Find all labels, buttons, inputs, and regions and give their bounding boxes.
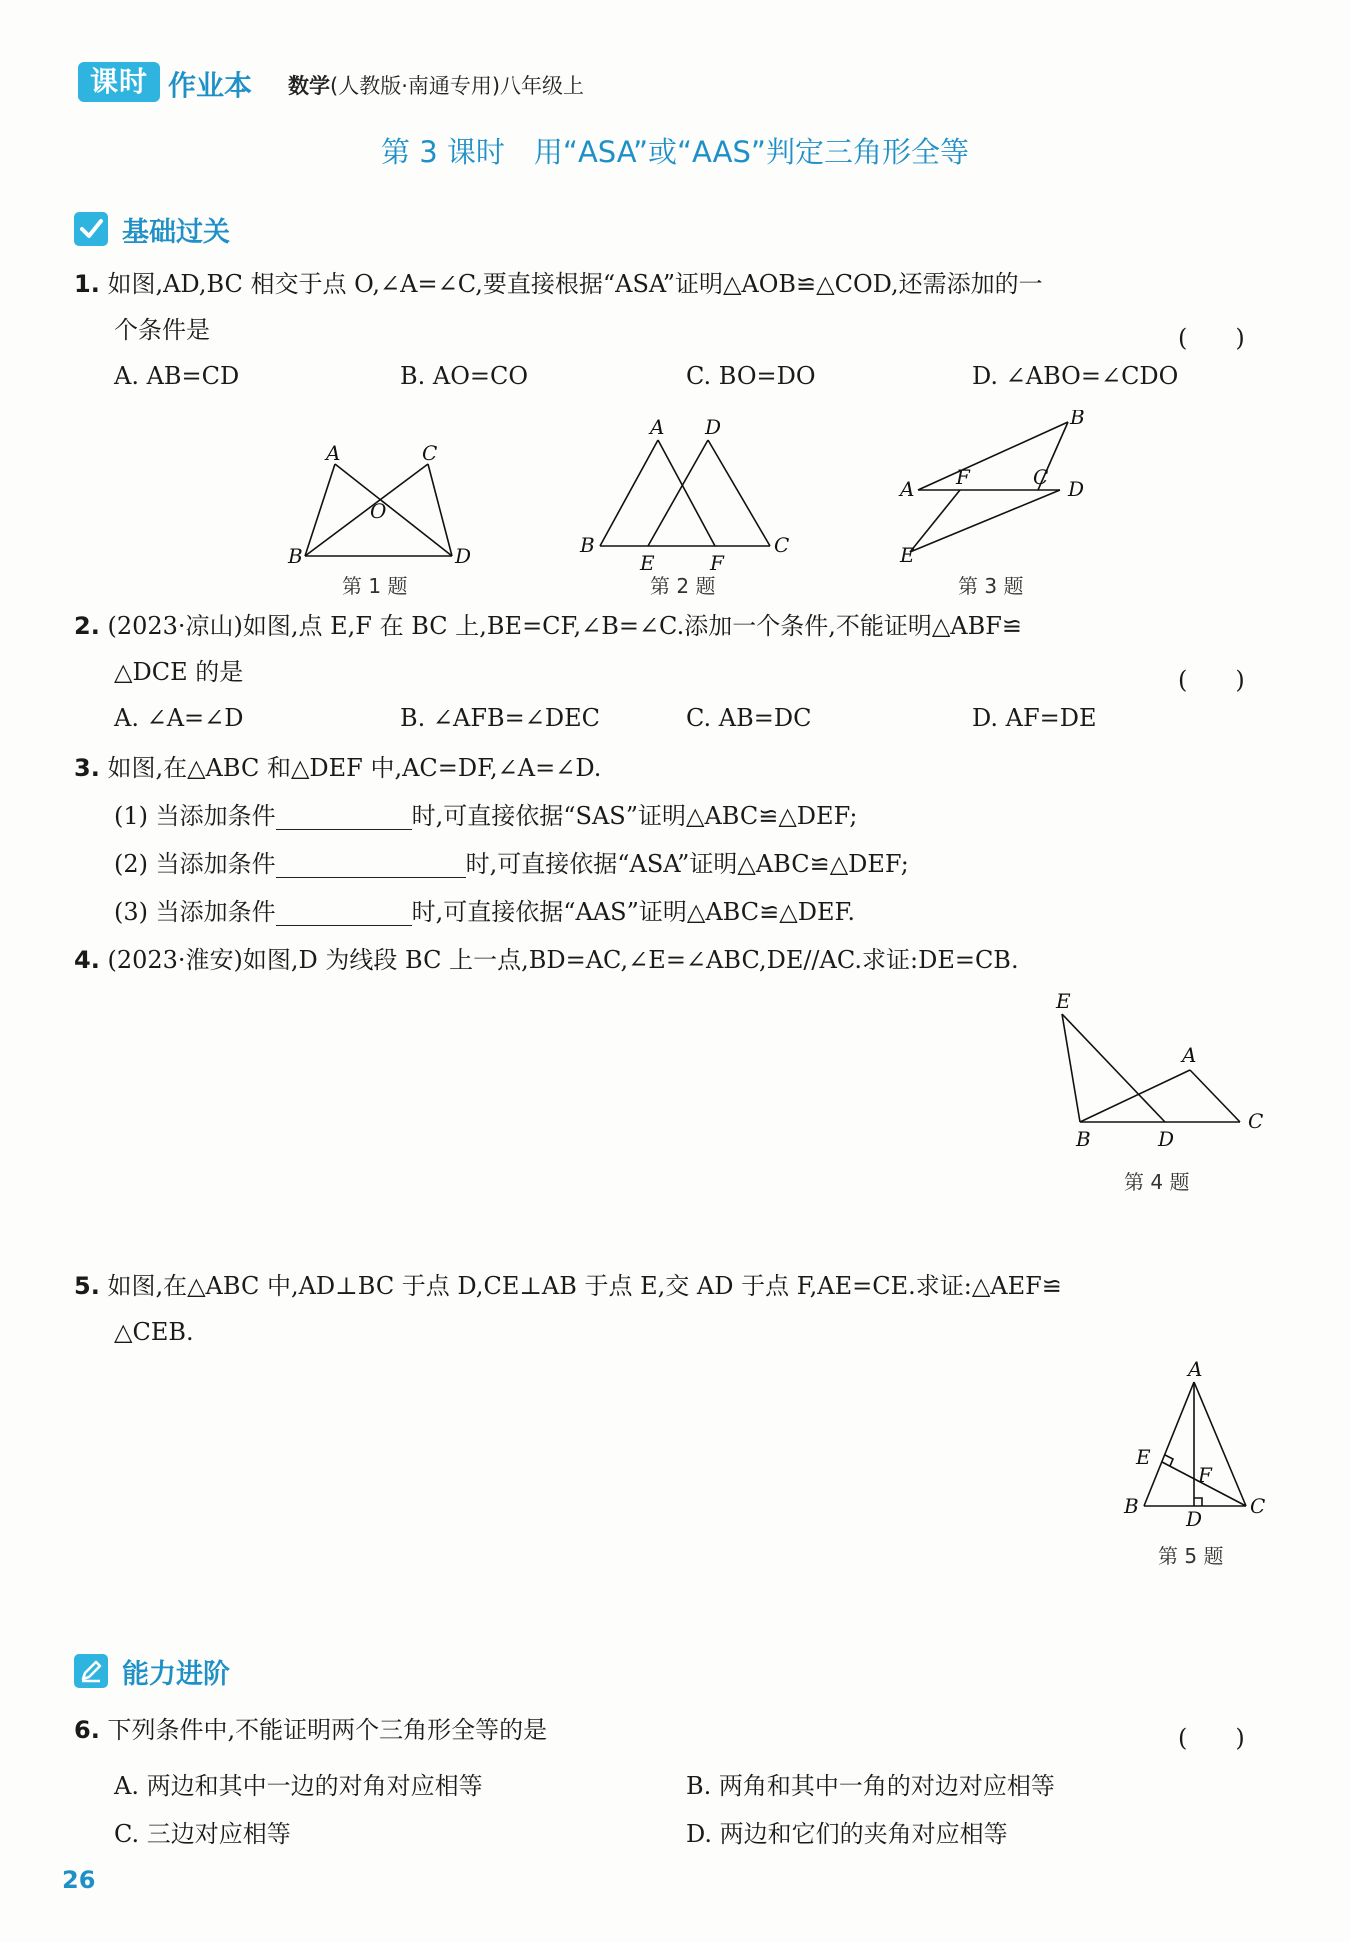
q4-num: 4. (74, 946, 100, 974)
fig1-caption: 第 1 题 (342, 574, 408, 598)
fig4-label-e: E (1056, 990, 1071, 1013)
q2-num: 2. (74, 612, 100, 640)
q3-num: 3. (74, 754, 100, 782)
fig5-label-c: C (1250, 1494, 1266, 1518)
section-advanced-label: 能力进阶 (122, 1659, 230, 1690)
q3-part3 (114, 896, 855, 928)
page-number: 26 (62, 1866, 96, 1894)
fig1-label-c: C (422, 441, 438, 465)
figure-4 (1040, 990, 1280, 1160)
fig4-label-b: B (1076, 1127, 1091, 1151)
q3-part3-post: 时,可直接依据“AAS”证明△ABC≌△DEF. (411, 898, 856, 926)
fig1-label-o: O (370, 499, 387, 523)
fig3-label-b: B (1070, 410, 1085, 429)
book-info (288, 70, 584, 100)
fig3-label-d: D (1068, 477, 1085, 501)
figure-5 (1110, 1360, 1280, 1530)
q2-text1: (2023·凉山)如图,点 E,F 在 BC 上,BE=CF,∠B=∠C.添加一个条件,不能证明△ABF≌ (107, 612, 1023, 640)
q4-line1 (74, 944, 1019, 976)
fig2-label-f: F (710, 551, 724, 575)
q3-part2-post: 时,可直接依据“ASA”证明△ABC≌△DEF; (465, 850, 909, 878)
q2-line2: △DCE 的是 (114, 658, 244, 686)
q3-part2 (114, 848, 909, 880)
q6-option-b: B. 两角和其中一角的对边对应相等 (686, 1772, 1055, 1800)
checkmark-icon (74, 212, 108, 246)
fig4-label-a: A (1182, 1043, 1197, 1067)
q3-part3-pre: (3) 当添加条件 (114, 898, 276, 926)
q3-part1 (114, 800, 857, 832)
q1-text1: 如图,AD,BC 相交于点 O,∠A=∠C,要直接根据“ASA”证明△AOB≌△COD,还需添加的一 (107, 270, 1043, 298)
fig4-label-c: C (1248, 1109, 1264, 1133)
q3-part1-pre: (1) 当添加条件 (114, 802, 276, 830)
lesson-title: 第 3 课时 用“ASA”或“AAS”判定三角形全等 (381, 135, 969, 169)
q6-line1 (74, 1714, 547, 1746)
q3-blank-2[interactable] (276, 851, 466, 878)
q2-option-d: D. AF=DE (972, 704, 1097, 732)
q1-line2: 个条件是 (114, 316, 210, 344)
fig3-label-c: C (1033, 465, 1049, 489)
fig3-label-a: A (900, 477, 915, 501)
q1-option-b: B. AO=CO (400, 362, 529, 390)
fig1-label-a: A (326, 441, 341, 465)
q5-line1 (74, 1270, 1062, 1302)
q1-option-d: D. ∠ABO=∠CDO (972, 362, 1179, 390)
fig5-label-e: E (1136, 1445, 1151, 1469)
q1-num: 1. (74, 270, 100, 298)
q6-answer-paren: ( ) (1178, 1724, 1245, 1752)
q5-line2: △CEB. (114, 1318, 194, 1346)
q1-answer-paren: ( ) (1178, 324, 1245, 352)
subject: 数学 (288, 74, 330, 98)
q6-option-c: C. 三边对应相等 (114, 1820, 291, 1848)
fig5-label-d: D (1186, 1507, 1203, 1530)
brand-logo: 课时 (78, 62, 160, 102)
fig3-label-f: F (956, 465, 970, 489)
fig2-label-e: E (640, 551, 655, 575)
q3-part1-post: 时,可直接依据“SAS”证明△ABC≌△DEF; (411, 802, 858, 830)
q5-text1: 如图,在△ABC 中,AD⊥BC 于点 D,CE⊥AB 于点 E,交 AD 于点 F,AE=CE.求证:△AEF≌ (107, 1272, 1062, 1300)
section-basic-label: 基础过关 (122, 217, 230, 248)
q1-option-c: C. BO=DO (686, 362, 816, 390)
q4-text1: (2023·淮安)如图,D 为线段 BC 上一点,BD=AC,∠E=∠ABC,DE//AC.求证:DE=CB. (107, 946, 1019, 974)
q1-option-a: A. AB=CD (114, 362, 240, 390)
q1-line1 (74, 268, 1043, 300)
q3-blank-1[interactable] (276, 803, 412, 830)
figure-2 (570, 410, 800, 580)
fig3-caption: 第 3 题 (958, 574, 1024, 598)
q5-num: 5. (74, 1272, 100, 1300)
q3-blank-3[interactable] (276, 899, 412, 926)
q3-line1 (74, 752, 601, 784)
fig2-label-b: B (580, 533, 595, 557)
figure-1 (280, 430, 480, 580)
fig4-caption: 第 4 题 (1124, 1170, 1190, 1194)
q3-text1: 如图,在△ABC 和△DEF 中,AC=DF,∠A=∠D. (107, 754, 602, 782)
q6-num: 6. (74, 1716, 100, 1744)
pencil-icon (74, 1654, 108, 1688)
fig2-caption: 第 2 题 (650, 574, 716, 598)
fig2-label-a: A (650, 415, 665, 439)
q3-part2-pre: (2) 当添加条件 (114, 850, 276, 878)
fig4-label-d: D (1158, 1127, 1175, 1151)
fig5-label-a: A (1188, 1360, 1203, 1381)
fig1-label-d: D (455, 544, 472, 568)
q2-option-c: C. AB=DC (686, 704, 812, 732)
fig5-caption: 第 5 题 (1158, 1544, 1224, 1568)
fig2-label-d: D (705, 415, 722, 439)
fig1-label-b: B (288, 544, 303, 568)
q6-option-d: D. 两边和它们的夹角对应相等 (686, 1820, 1008, 1848)
edition: (人教版·南通专用)八年级上 (330, 74, 585, 98)
figure-3 (890, 410, 1100, 580)
fig5-label-b: B (1124, 1494, 1139, 1518)
fig5-label-f: F (1198, 1463, 1212, 1487)
q2-answer-paren: ( ) (1178, 666, 1245, 694)
brand-name: 作业本 (168, 69, 253, 102)
q6-option-a: A. 两边和其中一边的对角对应相等 (114, 1772, 483, 1800)
q2-option-b: B. ∠AFB=∠DEC (400, 704, 600, 732)
fig2-label-c: C (774, 533, 790, 557)
q2-line1 (74, 610, 1022, 642)
fig3-label-e: E (900, 543, 915, 567)
q2-option-a: A. ∠A=∠D (114, 704, 244, 732)
q6-text1: 下列条件中,不能证明两个三角形全等的是 (107, 1716, 548, 1744)
